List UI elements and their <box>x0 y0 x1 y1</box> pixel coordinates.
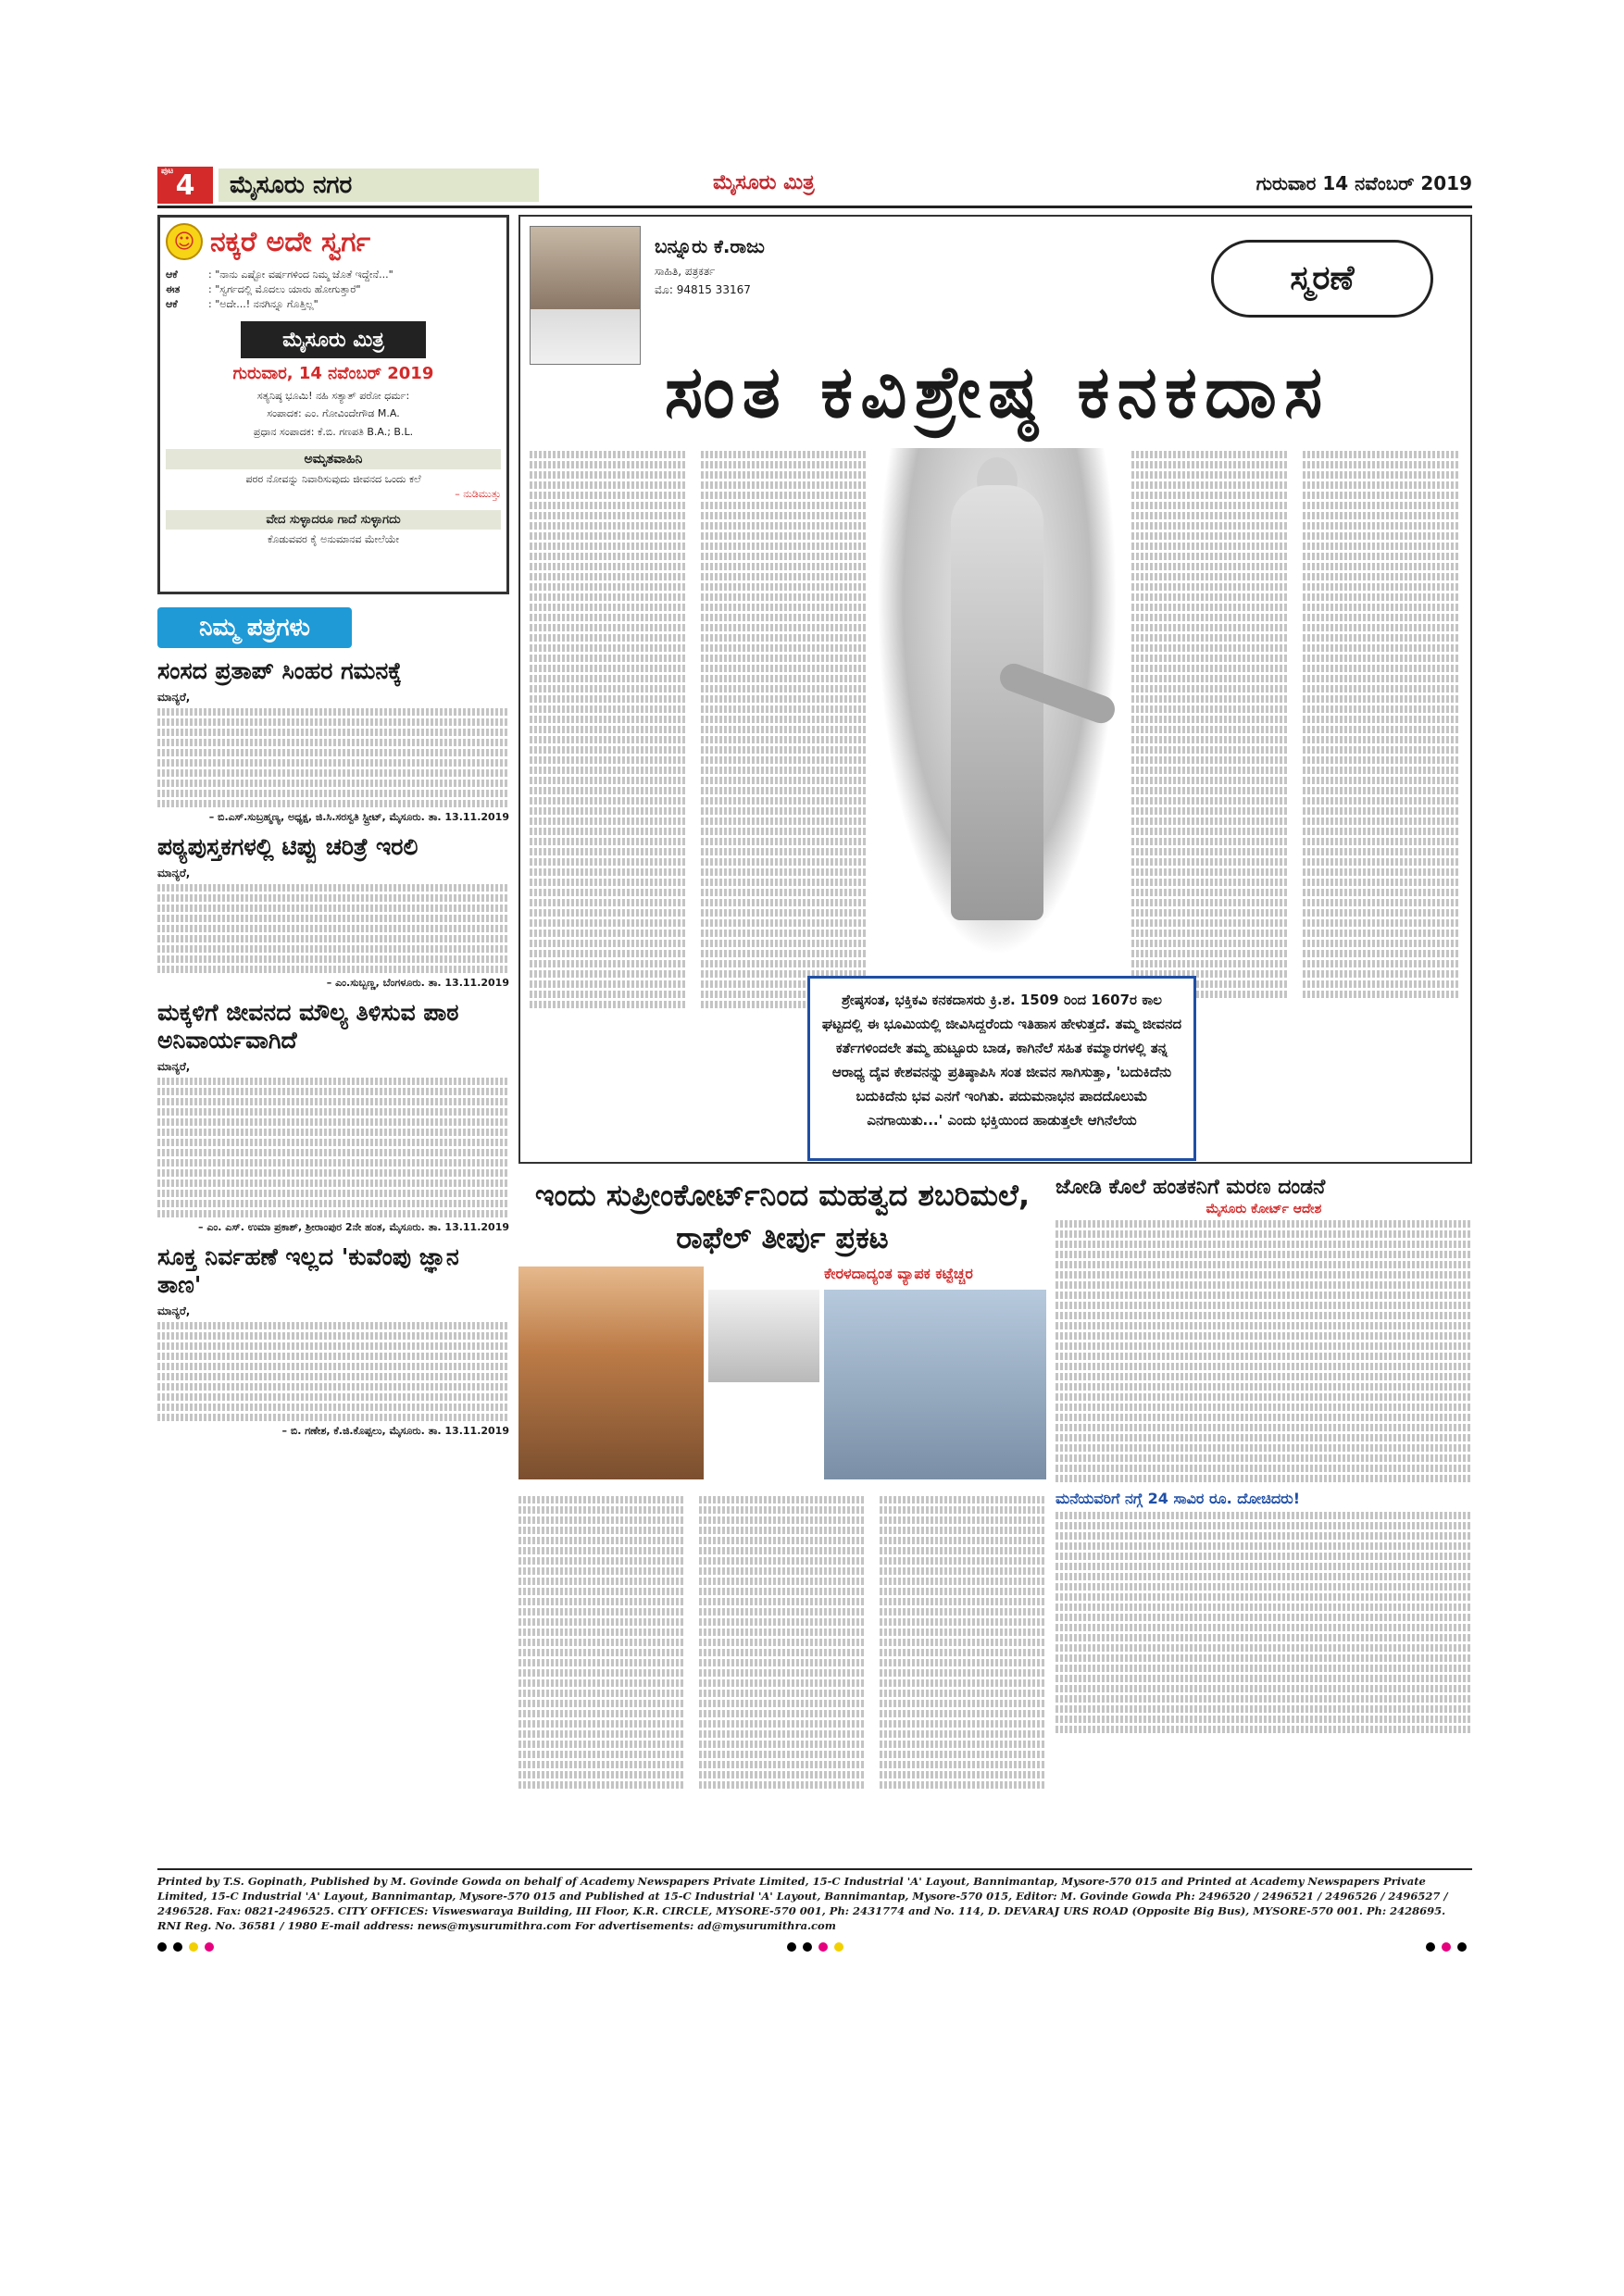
page-header <box>157 167 1472 204</box>
page-number-badge <box>157 167 213 204</box>
page-label: ಪುಟ <box>161 167 174 176</box>
feature-column <box>1131 448 1289 1001</box>
color-registration-dots <box>787 1942 843 1952</box>
smiley-icon: ☺ <box>166 223 203 260</box>
letter-sign: – ಬಿ.ಎಸ್.ಸುಬ್ರಹ್ಮಣ್ಯ, ಅಧ್ಯಕ್ಷ, ಜಿ.ಸಿ.ಸರಸ್ವತಿ ಸ್ಟ್ರೀಟ್, ಮೈಸೂರು. ತಾ. 13.11.2019 <box>208 811 509 823</box>
joke-line: ಈತ : "ಸ್ವರ್ಗದಲ್ಲಿ ಮೊದಲು ಯಾರು ಹೋಗುತ್ತಾರೆ" <box>166 283 361 295</box>
left-column <box>157 215 509 1438</box>
temple-crowd-image <box>518 1267 704 1479</box>
editor-line: ಸಂಪಾದಕ: ಎಂ. ಗೋವಿಂದೇಗೌಡ M.A. <box>267 407 400 419</box>
issue-date: ಗುರುವಾರ 14 ನವೆಂಬರ್ 2019 <box>1255 172 1472 194</box>
court-news-body <box>1056 1220 1472 1482</box>
letter-title: ಸಂಸದ ಪ್ರತಾಪ್ ಸಿಂಹರ ಗಮನಕ್ಕೆ <box>157 657 402 684</box>
motto: ಸತ್ಯನಿಷ್ಠ ಭೂಮಿ! ನಹಿ ಸತ್ಯಾತ್ ಪರೋ ಧರ್ಮ: <box>256 390 410 402</box>
joke-line: ಆಕೆ : "ನಾನು ಎಷ್ಟೋ ವರ್ಷಗಳಿಂದ ನಿಮ್ಮ ಜೊತೆ ಇದ್ದೇನೆ..." <box>166 268 394 281</box>
sabarimala-column <box>699 1493 866 1791</box>
letter-salutation: ಮಾನ್ಯರೆ, <box>157 867 191 880</box>
letter-item <box>157 999 509 1234</box>
section-name: ಮೈಸೂರು ನಗರ <box>219 168 539 202</box>
author-phone: ಮೊ: 94815 33167 <box>655 283 751 296</box>
pull-quote: ಶ್ರೇಷ್ಠಸಂತ, ಭಕ್ತಿಕವಿ ಕನಕದಾಸರು ಕ್ರಿ.ಶ. 1509 ರಿಂದ 1607ರ ಕಾಲ ಘಟ್ಟದಲ್ಲಿ ಈ ಭೂಮಿಯಲ್ಲಿ ಜೀವಿಸಿದ್ದರೆಂದು ಇತಿಹಾಸ ಹೇಳುತ್ತದೆ. ತಮ್ಮ ಜೀವನದ ಕರ್ತೆಗಳಿಂದಲೇ ತಮ್ಮ ಹುಟ್ಟೂರು ಬಾಡ, ಕಾಗಿನೆಲೆ ಸಹಿತ ಕಮ್ಮಾರಗಳಲ್ಲಿ ತನ್ನ ಆರಾಧ್ಯ ದೈವ ಕೇಶವನನ್ನು ಪ್ರತಿಷ್ಠಾಪಿಸಿ ಸಂತ ಜೀವನ ಸಾಗಿಸುತ್ತಾ, 'ಬದುಕಿದೆನು ಬದುಕಿದೆನು ಭವ ಎನಗೆ ಇಂಗಿತು. ಪದುಮನಾಭನ ಪಾದದೊಲುಮೆ ಎನಗಾಯಿತು...' ಎಂದು ಭಕ್ತಿಯಿಂದ ಹಾಡುತ್ತಲೇ ಆಗಿನೆಲೆಯ <box>807 976 1196 1161</box>
veda-line: ಕೊಡುವವರ ಕೈ ಅನುಮಾನವ ಮೇಲೆಯೇ <box>268 533 399 545</box>
court-news-title: ಜೋಡಿ ಕೊಲೆ ಹಂತಕನಿಗೆ ಮರಣ ದಂಡನೆ <box>1056 1176 1326 1199</box>
mitra-logo: ಮೈಸೂರು ಮಿತ್ರ <box>241 321 426 358</box>
letter-body <box>157 1322 509 1421</box>
letter-body <box>157 708 509 807</box>
masthead: ಮೈಸೂರು ಮಿತ್ರ <box>713 170 815 194</box>
sabarimala-column <box>880 1493 1046 1791</box>
joke-line: ಆಕೆ : "ಅದೇ...! ನನಗಿನ್ನೂ ಗೊತ್ತಿಲ್ಲ" <box>166 298 319 310</box>
feature-column <box>530 448 687 1011</box>
header-rule <box>157 206 1472 208</box>
letter-salutation: ಮಾನ್ಯರೆ, <box>157 1304 191 1317</box>
page-number: 4 <box>175 168 195 202</box>
letter-title: ಪಠ್ಯಪುಸ್ತಕಗಳಲ್ಲಿ ಟಿಪ್ಪು ಚರಿತ್ರೆ ಇರಲಿ <box>157 833 418 860</box>
letter-item <box>157 1243 509 1438</box>
court-news-article <box>1056 1174 1472 1736</box>
letter-sign: – ಎಂ. ಎಸ್. ಉಮಾ ಪ್ರಕಾಶ್, ಶ್ರೀರಾಂಪುರ 2ನೇ ಹಂತ, ಮೈಸೂರು. ತಾ. 13.11.2019 <box>197 1221 509 1233</box>
feature-column <box>1303 448 1460 1001</box>
feature-column <box>701 448 868 1011</box>
letter-item <box>157 657 509 824</box>
author-name: ಬನ್ನೂರು ಕೆ.ರಾಜು <box>655 235 765 257</box>
sabarimala-article <box>518 1174 1046 1859</box>
sabarimala-subtitle: ಕೇರಳದಾದ್ಯಂತ ವ್ಯಾಪಕ ಕಟ್ಟೆಚ್ಚರ <box>824 1265 973 1282</box>
feature-title: ಸಂತ ಕವಿಶ್ರೇಷ್ಠ ಕನಕದಾಸ <box>664 350 1330 434</box>
rafale-jet-image <box>824 1290 1046 1479</box>
joke-box <box>157 215 509 594</box>
letter-item <box>157 833 509 990</box>
joke-date: ಗುರುವಾರ, 14 ನವೆಂಬರ್ 2019 <box>232 364 434 383</box>
sabarimala-title: ಇಂದು ಸುಪ್ರೀಂಕೋರ್ಟ್‌ನಿಂದ ಮಹತ್ವದ ಶಬರಿಮಲೆ, ರಾಫೆಲ್ ತೀರ್ಪು ಪ್ರಕಟ <box>534 1178 1031 1255</box>
veda-head: ವೇದ ಸುಳ್ಳಾದರೂ ಗಾದೆ ಸುಳ್ಳಾಗದು <box>166 510 501 530</box>
letter-title: ಸೂಕ್ತ ನಿರ್ವಹಣೆ ಇಲ್ಲದ 'ಕುವೆಂಪು ಜ್ಞಾನ ತಾಣ' <box>157 1243 459 1298</box>
imprint-footer: Printed by T.S. Gopinath, Published by M. Govinde Gowda on behalf of Academy Newspapers Private Limited, 15-C Industrial 'A' Layout, Bannimantap, Mysore-570 015 and Printed at Academy Newspapers Private Limited, 15-C Industrial 'A' Layout, Bannimantap, Mysore-570 015 and Published at 15-C Industrial 'A' Layout, Bannimantap, Mysore-570 015, Editor: M. Govinde Gowda Ph: 2496520 / 2496521 / 2496526 / 2496527 / 2496528. Fax: 0821-2496525. CITY OFFICES: Visweswaraya Building, III Floor, K.R. CIRCLE, MYSORE-570 001, Ph: 2431774 and No. 114, D. DEVARAJ URS ROAD (Opposite Big Bus), MYSORE-570 001. Ph: 2428695. RNI Reg. No. 36581 / 1980 E-mail address: news@mysurumithra.com For advertisements: ad@mysurumithra.com <box>157 1868 1472 1933</box>
author-photo <box>530 226 641 365</box>
letter-body <box>157 884 509 973</box>
letters-badge: ನಿಮ್ಮ ಪತ್ರಗಳು <box>157 607 352 648</box>
kanakadasa-statue-image <box>877 448 1118 957</box>
sabarimala-column <box>518 1493 685 1791</box>
letter-body <box>157 1078 509 1217</box>
letter-salutation: ಮಾನ್ಯರೆ, <box>157 1060 191 1073</box>
robbery-news-title: ಮನೆಯವರಿಗೆ ನಗ್ಗೆ 24 ಸಾವಿರ ರೂ. ದೋಚಿದರು! <box>1056 1490 1301 1507</box>
color-registration-dots <box>1426 1942 1467 1952</box>
letter-sign: – ಎಂ.ಸುಬ್ಬಣ್ಣ, ಬೆಂಗಳೂರು. ತಾ. 13.11.2019 <box>326 977 509 989</box>
amrutha-line: ಪರರ ನೋವನ್ನು ನಿವಾರಿಸುವುದು ಜೀವನದ ಒಂದು ಕಲೆ <box>245 473 421 485</box>
supreme-court-image <box>708 1290 819 1382</box>
letter-salutation: ಮಾನ್ಯರೆ, <box>157 691 191 704</box>
color-registration-dots <box>157 1942 214 1952</box>
smarane-badge: ಸ್ಮರಣೆ <box>1211 240 1433 318</box>
amrutha-head: ಅಮೃತವಾಹಿನಿ <box>166 449 501 469</box>
joke-title <box>166 223 501 260</box>
robbery-news-body <box>1056 1512 1472 1733</box>
letter-title: ಮಕ್ಕಳಿಗೆ ಜೀವನದ ಮೌಲ್ಯ ತಿಳಿಸುವ ಪಾಠ ಅನಿವಾರ್ಯವಾಗಿದೆ <box>157 999 459 1054</box>
publisher-line: ಪ್ರಧಾನ ಸಂಪಾದಕ: ಕೆ.ಬಿ. ಗಣಪತಿ B.A.; B.L. <box>253 426 414 438</box>
letter-sign: – ಬಿ. ಗಣೇಶ, ಕೆ.ಜಿ.ಕೊಪ್ಪಲು, ಮೈಸೂರು. ತಾ. 13.11.2019 <box>281 1425 509 1437</box>
court-news-reporter: ಮೈಸೂರು ಕೋರ್ಟ್ ಆದೇಶ <box>1206 1202 1322 1217</box>
joke-title-text: ನಕ್ಕರೆ ಅದೇ ಸ್ವರ್ಗ <box>210 225 371 258</box>
author-role: ಸಾಹಿತಿ, ಪತ್ರಕರ್ತ <box>655 265 716 278</box>
feature-article <box>518 215 1472 1164</box>
joke-lines <box>166 268 501 312</box>
amrutha-author: – ನುಡಿಮುತ್ತು <box>455 488 501 500</box>
